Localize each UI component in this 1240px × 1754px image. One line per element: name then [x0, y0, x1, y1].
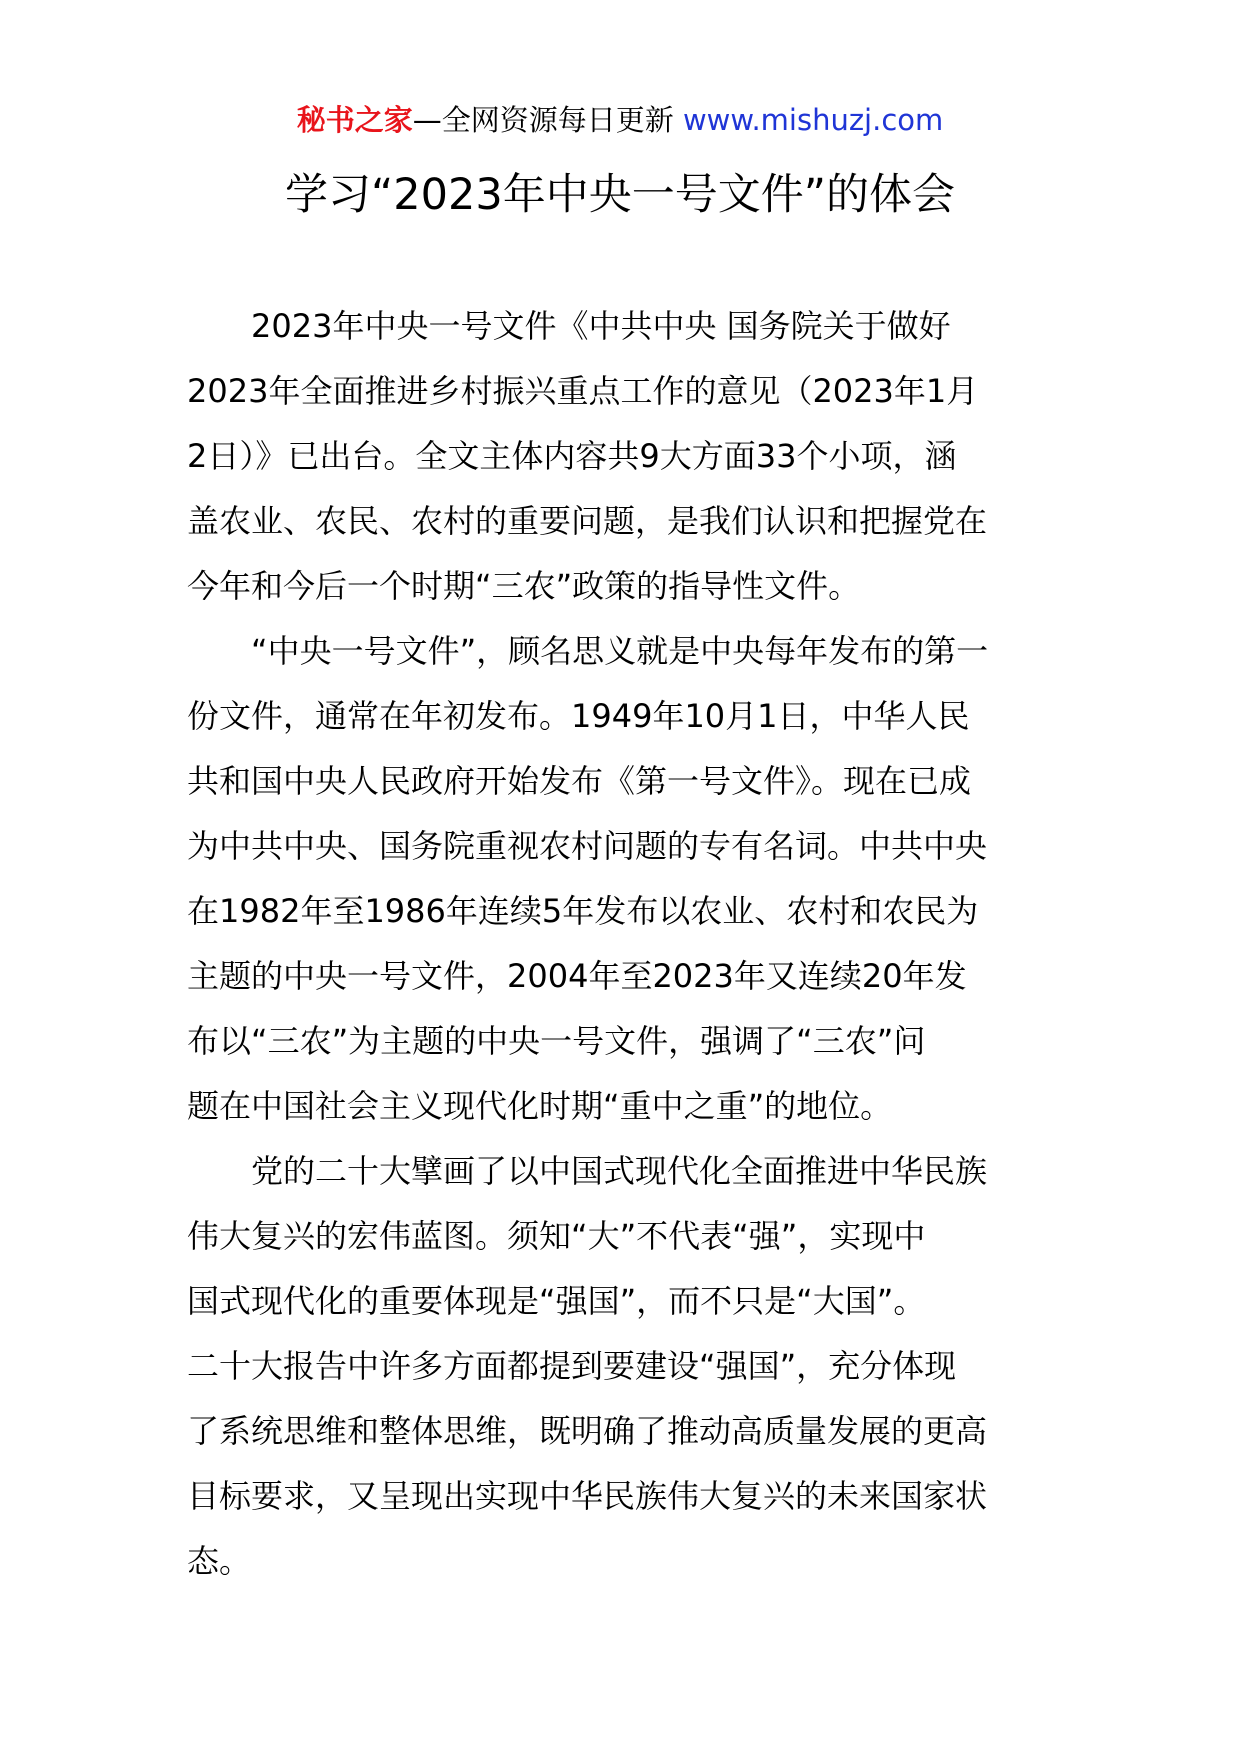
paragraph-line: 共和国中央人民政府开始发布《第一号文件》。现在已成 — [187, 762, 972, 800]
document-body — [187, 294, 1067, 1594]
paragraph-line: 份文件，通常在年初发布。1949年10月1日，中华人民 — [187, 697, 970, 735]
paragraph-line: “中央一号文件”，顾名思义就是中央每年发布的第一 — [251, 632, 989, 670]
paragraph-line: 二十大报告中许多方面都提到要建设“强国”，充分体现 — [187, 1347, 957, 1385]
paragraph-line: 布以“三农”为主题的中央一号文件，强调了“三农”问 — [187, 1022, 926, 1060]
paragraph-2 — [187, 619, 1067, 1139]
paragraph-line: 目标要求，又呈现出实现中华民族伟大复兴的未来国家状 — [187, 1477, 988, 1515]
paragraph-1 — [187, 294, 1067, 619]
paragraph-3 — [187, 1139, 1067, 1594]
site-url-link[interactable]: www.mishuzj.com — [682, 103, 944, 137]
paragraph-line: 伟大复兴的宏伟蓝图。须知“大”不代表“强”，实现中 — [187, 1217, 926, 1255]
site-header — [0, 100, 1240, 140]
paragraph-line: 2023年全面推进乡村振兴重点工作的意见（2023年1月 — [187, 372, 979, 410]
paragraph-line: 题在中国社会主义现代化时期“重中之重”的地位。 — [187, 1087, 893, 1125]
paragraph-line: 态。 — [187, 1542, 252, 1580]
document-title: 学习“2023年中央一号文件”的体会 — [285, 170, 955, 220]
paragraph-line: 了系统思维和整体思维，既明确了推动高质量发展的更高 — [187, 1412, 988, 1450]
brand-name: 秘书之家 — [296, 103, 413, 137]
paragraph-line: 为中共中央、国务院重视农村问题的专有名词。中共中央 — [187, 827, 988, 865]
paragraph-line: 国式现代化的重要体现是“强国”，而不只是“大国”。 — [187, 1282, 926, 1320]
paragraph-line: 2日）》已出台。全文主体内容共9大方面33个小项，涵 — [187, 437, 957, 475]
paragraph-line: 盖农业、农民、农村的重要问题，是我们认识和把握党在 — [187, 502, 988, 540]
paragraph-line: 今年和今后一个时期“三农”政策的指导性文件。 — [187, 567, 861, 605]
paragraph-line: 2023年中央一号文件《中共中央 国务院关于做好 — [251, 307, 951, 345]
paragraph-line: 党的二十大擘画了以中国式现代化全面推进中华民族 — [251, 1152, 988, 1190]
paragraph-line: 在1982年至1986年连续5年发布以农业、农村和农民为 — [187, 892, 979, 930]
site-tagline: —全网资源每日更新 — [412, 103, 683, 137]
paragraph-line: 主题的中央一号文件，2004年至2023年又连续20年发 — [187, 957, 967, 995]
